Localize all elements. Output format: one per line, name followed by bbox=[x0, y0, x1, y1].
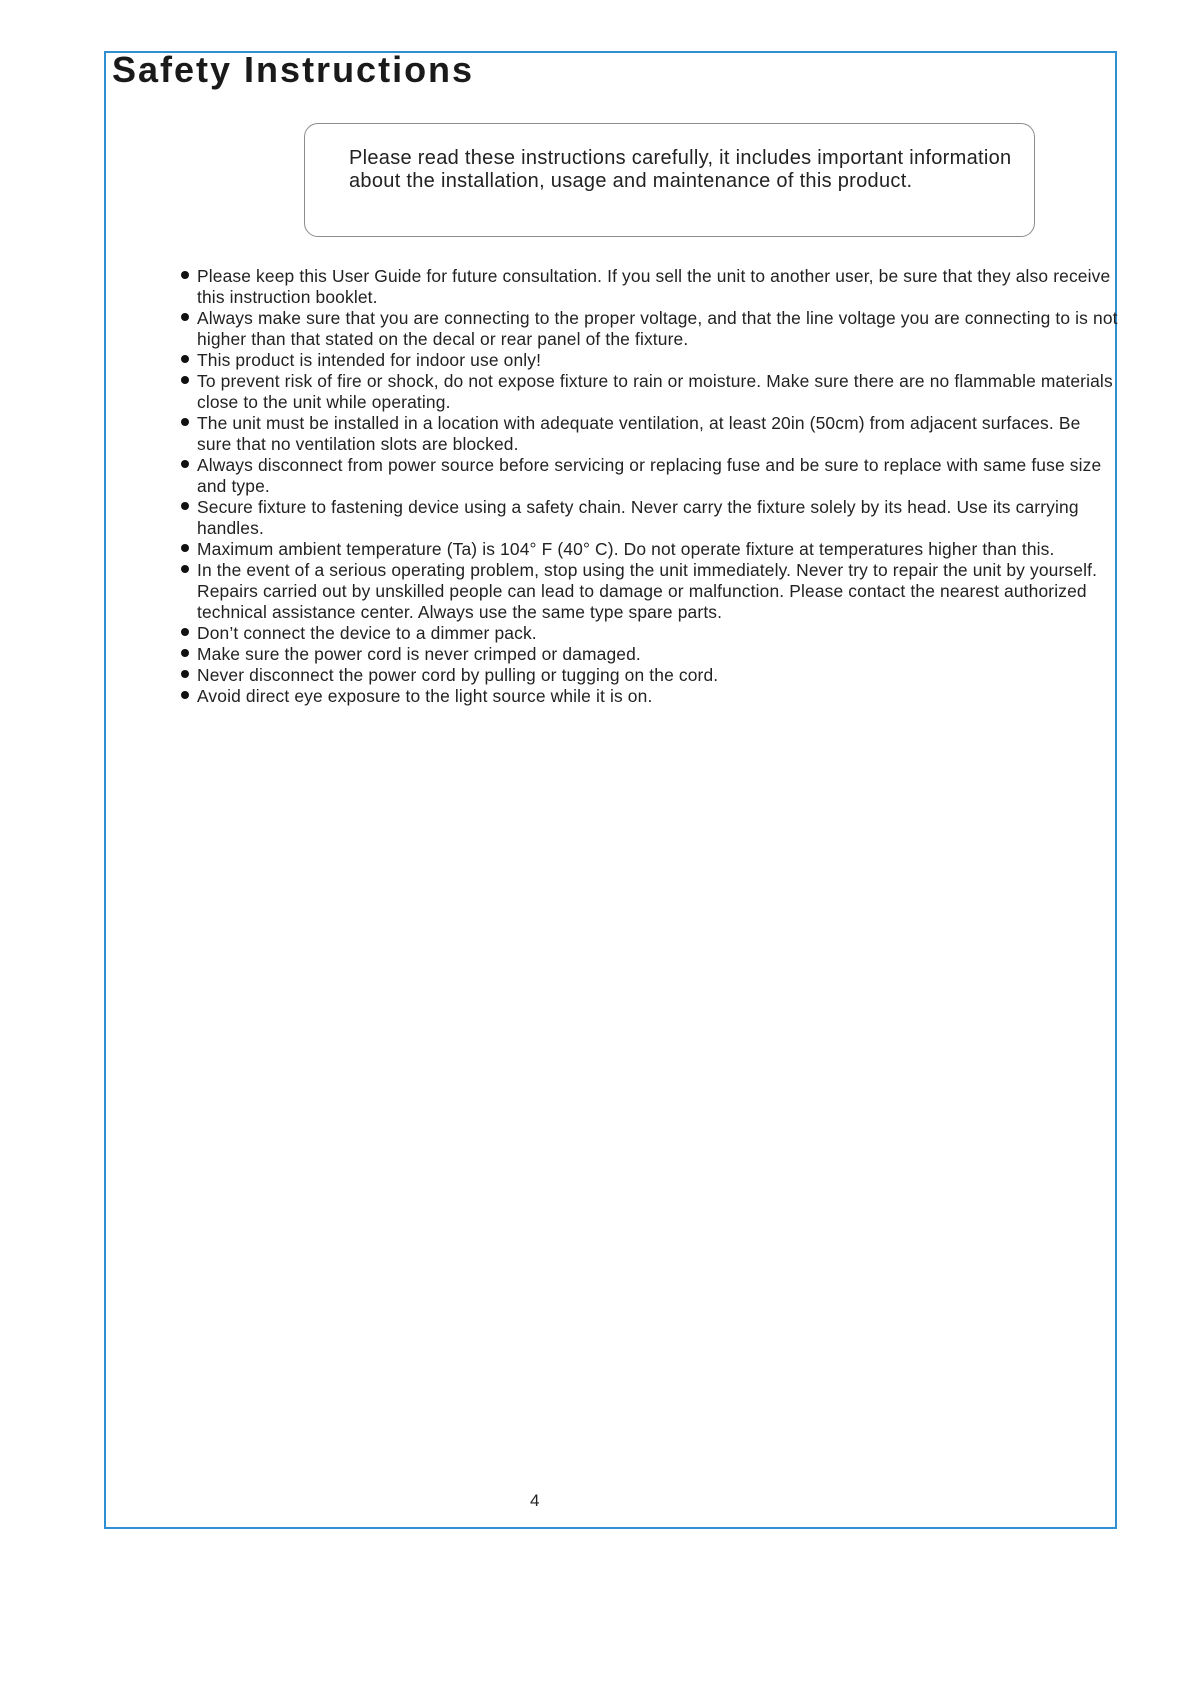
list-item bbox=[178, 413, 1118, 455]
list-item bbox=[178, 539, 1118, 560]
bullet-icon bbox=[181, 670, 189, 678]
list-item bbox=[178, 644, 1118, 665]
list-item-text: This product is intended for indoor use only! bbox=[197, 350, 542, 370]
bullet-icon bbox=[181, 418, 189, 426]
bullet-icon bbox=[181, 628, 189, 636]
bullet-icon bbox=[181, 502, 189, 510]
list-item bbox=[178, 371, 1118, 413]
bullet-icon bbox=[181, 460, 189, 468]
list-item bbox=[178, 308, 1118, 350]
bullet-icon bbox=[181, 691, 189, 699]
bullet-icon bbox=[181, 544, 189, 552]
list-item bbox=[178, 686, 1118, 707]
list-item-text: In the event of a serious operating problem, stop using the unit immediately. Never try to repair the unit by yourself. Repairs carried out by unskilled people can lead to damage or malfunction. Please contact the nearest authorized technical assistance center. Always use the same type spare parts. bbox=[197, 560, 1098, 622]
list-item-text: Make sure the power cord is never crimped or damaged. bbox=[197, 644, 641, 664]
safety-instructions-list bbox=[178, 266, 1118, 707]
bullet-icon bbox=[181, 355, 189, 363]
list-item-text: Always make sure that you are connecting to the proper voltage, and that the line voltage you are connecting to is not higher than that stated on the decal or rear panel of the fixture. bbox=[197, 308, 1118, 349]
list-item-text: Maximum ambient temperature (Ta) is 104° F (40° C). Do not operate fixture at temperatures higher than this. bbox=[197, 539, 1055, 559]
page-number: 4 bbox=[530, 1491, 540, 1510]
page-title: Safety Instructions bbox=[112, 49, 475, 90]
list-item bbox=[178, 266, 1118, 308]
list-item bbox=[178, 455, 1118, 497]
bullet-icon bbox=[181, 649, 189, 657]
bullet-icon bbox=[181, 376, 189, 384]
list-item bbox=[178, 623, 1118, 644]
list-item-text: Avoid direct eye exposure to the light source while it is on. bbox=[197, 686, 653, 706]
list-item-text: Always disconnect from power source before servicing or replacing fuse and be sure to replace with same fuse size and type. bbox=[197, 455, 1102, 496]
list-item-text: Please keep this User Guide for future consultation. If you sell the unit to another user, be sure that they also receive this instruction booklet. bbox=[197, 266, 1111, 307]
list-item bbox=[178, 560, 1118, 623]
list-item-text: Never disconnect the power cord by pulling or tugging on the cord. bbox=[197, 665, 719, 685]
notice-text: Please read these instructions carefully, it includes important information about the installation, usage and maintenance of this product. bbox=[349, 147, 1012, 192]
list-item bbox=[178, 497, 1118, 539]
bullet-icon bbox=[181, 565, 189, 573]
bullet-icon bbox=[181, 271, 189, 279]
list-item-text: Secure fixture to fastening device using a safety chain. Never carry the fixture solely by its head. Use its carrying handles. bbox=[197, 497, 1079, 538]
list-item-text: To prevent risk of fire or shock, do not expose fixture to rain or moisture. Make sure there are no flammable materials close to the unit while operating. bbox=[197, 371, 1113, 412]
notice-box bbox=[304, 123, 1035, 237]
list-item-text: The unit must be installed in a location with adequate ventilation, at least 20in (50cm) from adjacent surfaces. Be sure that no ventilation slots are blocked. bbox=[197, 413, 1081, 454]
list-item bbox=[178, 350, 1118, 371]
list-item bbox=[178, 665, 1118, 686]
bullet-icon bbox=[181, 313, 189, 321]
list-item-text: Don’t connect the device to a dimmer pack. bbox=[197, 623, 537, 643]
